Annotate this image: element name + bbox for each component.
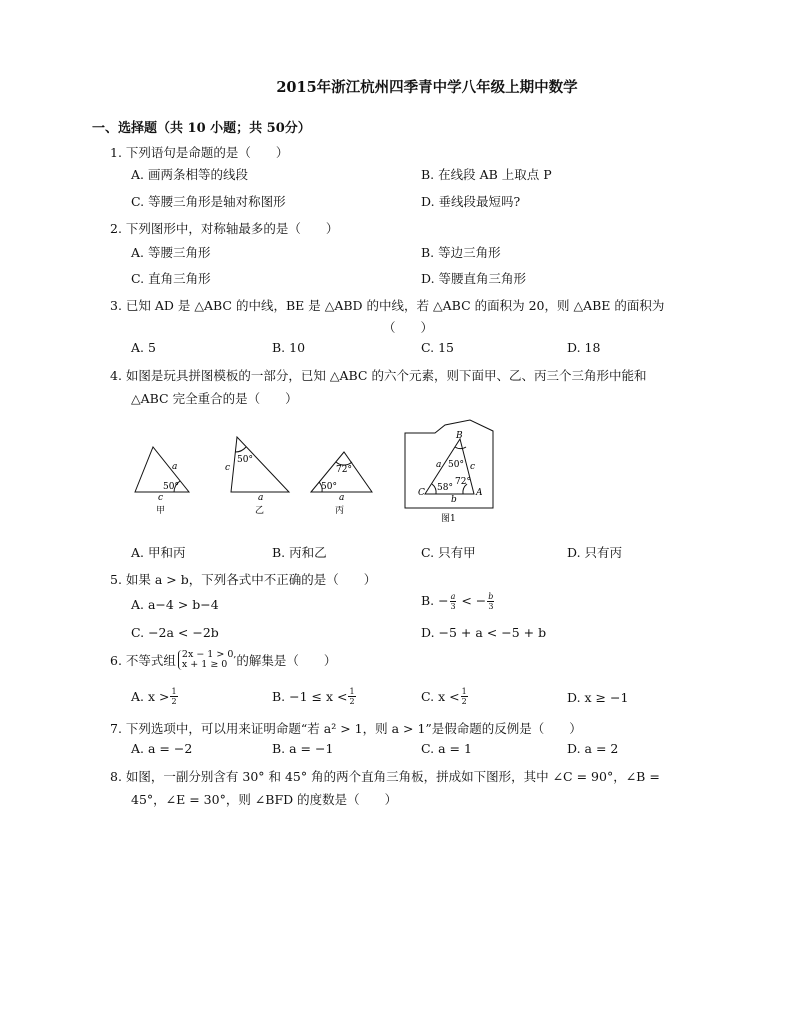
q5-b-prefix: B. − [421,593,449,608]
q3-option-b: B. 10 [272,340,306,355]
bing-label-a: a [339,493,345,503]
q6-stem [110,650,336,670]
yi-label-c: c [225,463,231,473]
fig1-label-a: a [436,460,442,470]
q1-option-d: D. 垂线段最短吗? [421,194,521,209]
fig1-label-C: C [418,488,425,498]
q2-option-b: B. 等边三角形 [421,245,501,260]
yi-caption: 乙 [255,506,265,516]
yi-angle: 50° [237,455,253,465]
q8-stem-line1: 8. 如图，一副分别含有 30° 和 45° 角的两个直角三角板，拼成如下图形，其中 ∠C = 90°，∠B = [110,769,660,784]
q1-option-b: B. 在线段 AB 上取点 P [421,167,552,182]
fraction: $\frac{a}{3}$ [450,592,456,611]
q6-option-d: D. x ≥ −1 [567,690,629,705]
q7-option-b: B. a = −1 [272,741,334,756]
fig1-angle-50: 50° [448,460,464,470]
jia-label-c: c [158,493,164,503]
inequality-system: 2x − 1 > 0, x + 1 ≥ 0 [178,650,237,670]
bing-angle-50: 50° [321,482,337,492]
q4-option-d: D. 只有丙 [567,545,623,560]
q4-option-b: B. 丙和乙 [272,545,327,560]
fig1-label-c: c [470,462,476,472]
q1-option-c: C. 等腰三角形是轴对称图形 [131,194,286,209]
yi-label-a: a [258,493,264,503]
q2-stem: 2. 下列图形中，对称轴最多的是（ ） [110,221,339,236]
fig1-label-A: A [476,488,483,498]
q8-stem-line2: 45°，∠E = 30°，则 ∠BFD 的度数是（ ） [131,792,398,807]
q1-stem: 1. 下列语句是命题的是（ ） [110,145,289,160]
fraction: $\frac{1}{2}$ [349,687,355,706]
q6-option-c: C. x < $\frac{1}{2}$ [421,687,467,706]
fig1-angle-72: 72° [455,477,471,487]
q5-option-d: D. −5 + a < −5 + b [421,625,547,640]
q7-option-c: C. a = 1 [421,741,472,756]
q7-option-d: D. a = 2 [567,741,619,756]
fraction: $\frac{1}{2}$ [171,687,177,706]
bing-caption: 丙 [335,506,345,516]
fig1-label-b: b [451,495,457,505]
section-heading: 一、选择题（共 10 小题；共 50分） [92,121,311,136]
fraction: $\frac{b}{3}$ [488,592,494,611]
page-title: 2015年浙江杭州四季青中学八年级上期中数学 [276,79,578,96]
triangle-jia [135,447,189,492]
q2-option-a: A. 等腰三角形 [131,245,211,260]
fraction: $\frac{1}{2}$ [461,687,467,706]
q2-option-c: C. 直角三角形 [131,271,211,286]
fig1-angle-58: 58° [437,483,453,493]
q4-option-c: C. 只有甲 [421,545,476,560]
fig1-label-B: B [456,431,463,441]
q4-stem-line2: △ABC 完全重合的是（ ） [131,391,298,406]
q6-option-b: B. −1 ≤ x < $\frac{1}{2}$ [272,687,355,706]
jia-caption: 甲 [156,506,166,516]
q1-option-a: A. 画两条相等的线段 [131,167,248,182]
q3-option-c: C. 15 [421,340,454,355]
q3-stem: 3. 已知 AD 是 △ABC 的中线，BE 是 △ABD 的中线，若 △ABC 的面积为 20，则 △ABE 的面积为 [110,298,665,313]
q3-option-d: D. 18 [567,340,601,355]
q4-stem-line1: 4. 如图是玩具拼图模板的一部分，已知 △ABC 的六个元素，则下面甲、乙、丙三个三角形中能和 [110,368,647,383]
q6-suffix: 的解集是（ ） [236,653,337,668]
jia-label-a: a [172,462,178,472]
q3-option-a: A. 5 [131,340,156,355]
q5-option-a: A. a−4 > b−4 [131,597,219,612]
q5-option-b [421,592,495,611]
q7-stem: 7. 下列选项中，可以用来证明命题“若 a² > 1，则 a > 1”是假命题的反例是（ ） [110,721,582,736]
q6-prefix: 6. 不等式组 [110,653,176,668]
fig1-caption: 图1 [441,514,456,524]
q4-figure [125,415,505,527]
q4-option-a: A. 甲和丙 [131,545,186,560]
q5-b-middle: < − [457,593,487,608]
jia-angle: 50° [163,482,179,492]
q3-paren: （ ） [383,320,434,335]
q2-option-d: D. 等腰直角三角形 [421,271,527,286]
bing-angle-72: 72° [336,465,352,475]
q5-stem: 5. 如果 a > b，下列各式中不正确的是（ ） [110,572,377,587]
q6-option-a: A. x > $\frac{1}{2}$ [131,687,177,706]
q7-option-a: A. a = −2 [131,741,193,756]
q5-option-c: C. −2a < −2b [131,625,219,640]
